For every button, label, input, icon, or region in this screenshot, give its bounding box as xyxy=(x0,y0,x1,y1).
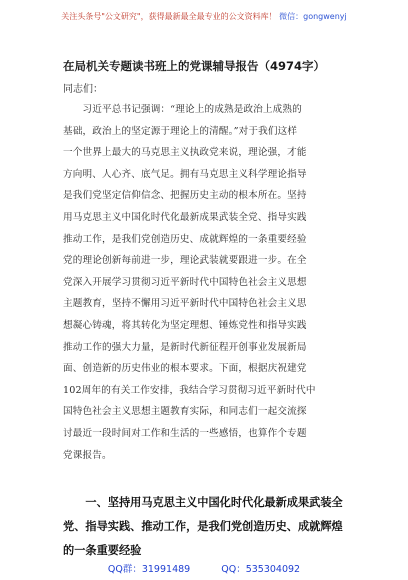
body-text-line: 推动工作的强大力量，是新时代新征程开创事业发展新局 xyxy=(63,341,307,353)
body-text-line: 是我们党坚定信仰信念、把握历史主动的根本所在。坚持 xyxy=(63,190,307,202)
body-text-line: 党的理论创新每前进一步，理论武装就要跟进一步。在全 xyxy=(63,255,307,267)
body-text-line: 想凝心铸魂，将其转化为坚定理想、锤炼党性和指导实践 xyxy=(63,319,307,331)
body-text-line: 主题教育，坚持不懈用习近平新时代中国特色社会主义思 xyxy=(63,298,307,310)
header-promo-text: 关注头条号"公文研究"，获得最新最全最专业的公文资料库！ xyxy=(61,12,277,21)
body-text-line: 方向明、人心齐、底气足。拥有马克思主义科学理论指导 xyxy=(63,168,307,180)
section-heading xyxy=(63,491,363,563)
document-title: 在局机关专题读书班上的党课辅导报告（4974字） xyxy=(63,59,326,73)
body-text-line: 面、创造新的历史伟业的根本要求。下面，根据庆祝建党 xyxy=(63,363,307,375)
body-text-line: 用马克思主义中国化时代化最新成果武装全党、指导实践 xyxy=(63,211,307,223)
footer-qq-number: QQ：535304092 xyxy=(221,564,301,575)
body-text-line: 国特色社会主义思想主题教育实际，和同志们一起交流探 xyxy=(63,406,307,418)
body-text-line: 一个世界上最大的马克思主义执政党来说，理论强，才能 xyxy=(63,147,307,159)
section-heading-line: 党、指导实践、推动工作，是我们党创造历史、成就辉煌 xyxy=(63,520,343,533)
body-text-line: 基础，政治上的坚定源于理论上的清醒。”对于我们这样 xyxy=(63,125,298,137)
body-text-line: 党课报告。 xyxy=(63,449,112,461)
body-paragraph xyxy=(63,99,363,466)
salutation: 同志们： xyxy=(63,84,103,95)
footer-qq-group: QQ群：31991489 xyxy=(107,564,191,575)
header-promo-note xyxy=(0,11,408,22)
body-text-line: 党深入开展学习贯彻习近平新时代中国特色社会主义思想 xyxy=(63,276,307,288)
body-text-line: 推动工作，是我们党创造历史、成就辉煌的一条重要经验 xyxy=(63,233,307,245)
section-heading-line: 一、坚持用马克思主义中国化时代化最新成果武装全 xyxy=(63,496,343,509)
body-text-line: 102周年的有关工作安排，我结合学习贯彻习近平新时代中 xyxy=(63,384,316,396)
footer-contact xyxy=(0,561,408,575)
body-text-line: 讨最近一段时间对工作和生活的一些感悟，也算作个专题 xyxy=(63,427,307,439)
section-heading-line: 的一条重要经验 xyxy=(63,544,142,557)
body-text-line: 习近平总书记强调：“理论上的成熟是政治上成熟的 xyxy=(63,104,302,115)
header-wechat-text: 微信：gongwenyj xyxy=(279,12,347,21)
